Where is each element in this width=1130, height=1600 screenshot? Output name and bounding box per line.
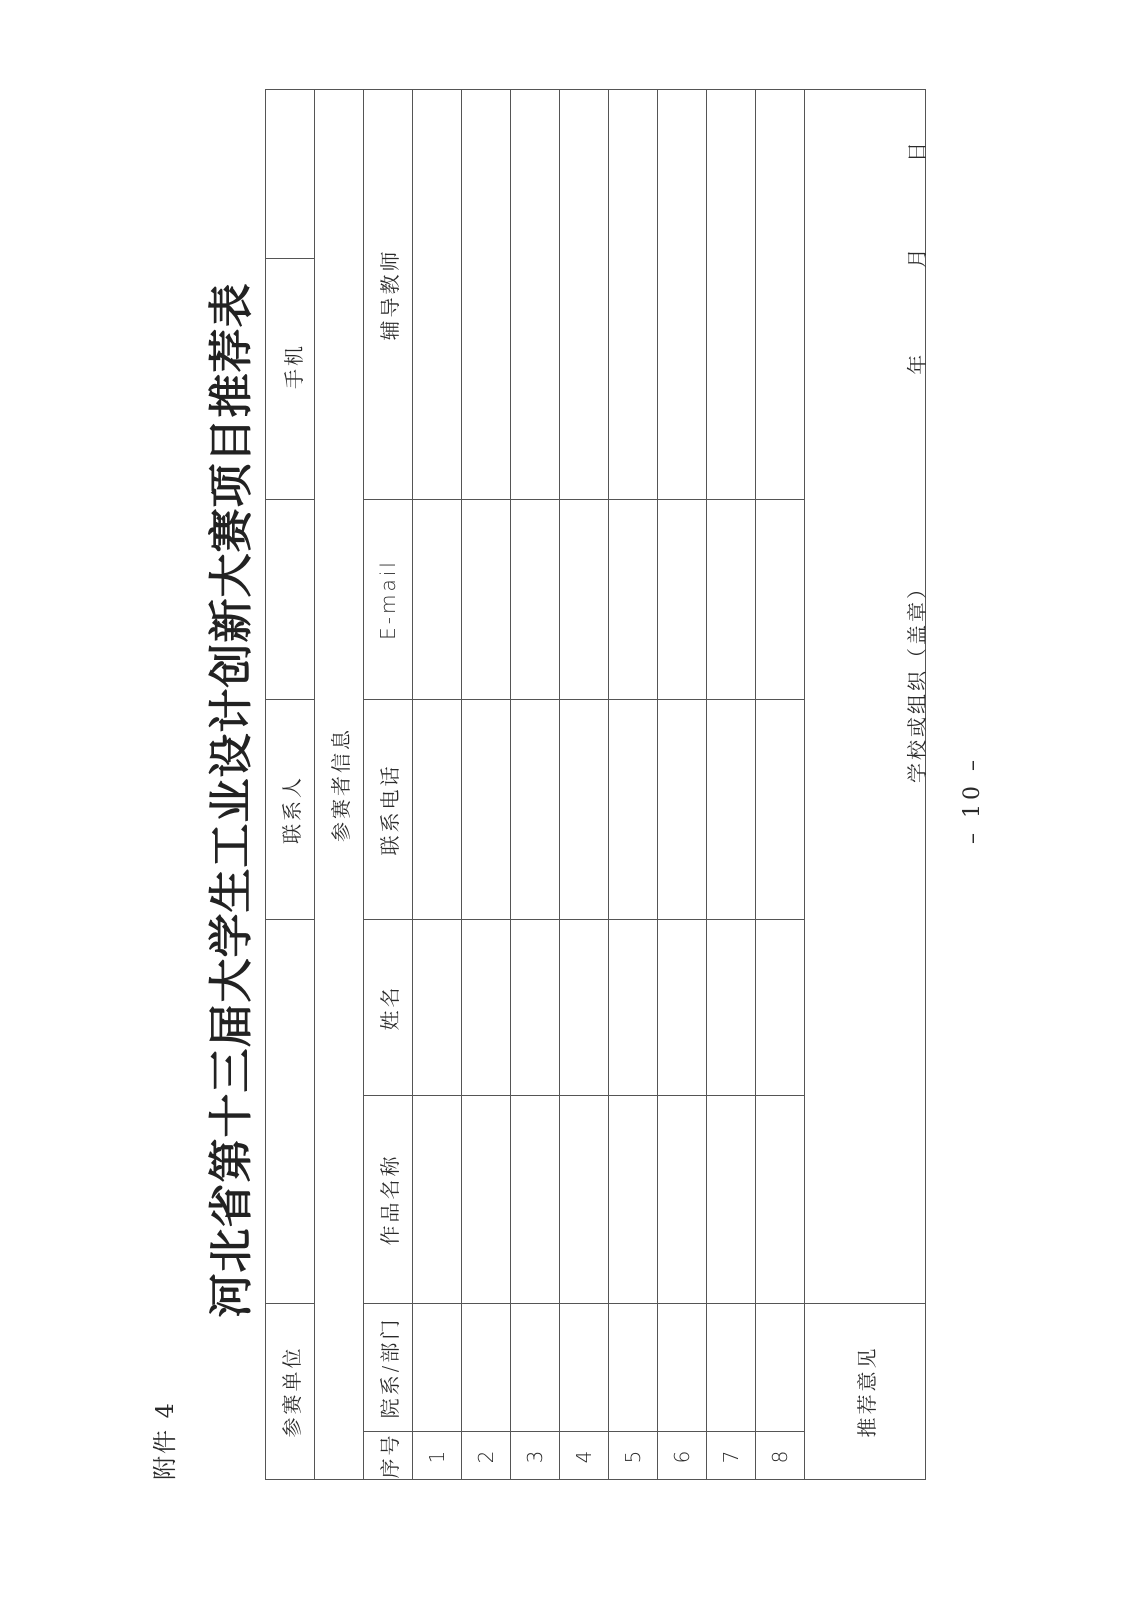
row-number: 1 <box>413 1432 462 1480</box>
cell-advisor[interactable] <box>658 90 707 500</box>
recommendation-label: 推荐意见 <box>854 1345 879 1438</box>
page-title: 河北省第十三届大学生工业设计创新大赛项目推荐表 <box>206 282 257 1318</box>
col-header-department: 院系/部门 <box>364 1304 413 1432</box>
table-row <box>658 90 707 1480</box>
recommendation-form-table <box>265 89 929 1480</box>
cell-email[interactable] <box>511 500 560 700</box>
cell-phone[interactable] <box>413 700 462 920</box>
table-row <box>413 90 462 1480</box>
cell-phone[interactable] <box>609 700 658 920</box>
cell-department[interactable] <box>462 1304 511 1432</box>
cell-phone[interactable] <box>462 700 511 920</box>
col-header-work-name: 作品名称 <box>364 1096 413 1304</box>
row-number: 6 <box>658 1432 707 1480</box>
date-label: 年 月 日 <box>905 102 929 375</box>
cell-work-name[interactable] <box>756 1096 805 1304</box>
cell-phone[interactable] <box>560 700 609 920</box>
cell-name[interactable] <box>462 920 511 1096</box>
cell-name[interactable] <box>609 920 658 1096</box>
mobile-cell[interactable] <box>266 90 315 500</box>
cell-department[interactable] <box>707 1304 756 1432</box>
cell-work-name[interactable] <box>462 1096 511 1304</box>
table-row <box>511 90 560 1480</box>
cell-phone[interactable] <box>707 700 756 920</box>
cell-advisor[interactable] <box>462 90 511 500</box>
table-row <box>756 90 805 1480</box>
cell-advisor[interactable] <box>707 90 756 500</box>
cell-phone[interactable] <box>658 700 707 920</box>
recommendation-label-cell <box>805 1304 926 1480</box>
cell-advisor[interactable] <box>609 90 658 500</box>
row-number: 3 <box>511 1432 560 1480</box>
attachment-label: 附件 4 <box>151 1401 179 1480</box>
contact-person-value-cell[interactable] <box>266 500 315 700</box>
col-header-email: E-mail <box>364 500 413 700</box>
cell-name[interactable] <box>658 920 707 1096</box>
row-number: 4 <box>560 1432 609 1480</box>
cell-name[interactable] <box>511 920 560 1096</box>
cell-email[interactable] <box>707 500 756 700</box>
table-row <box>462 90 511 1480</box>
cell-phone[interactable] <box>511 700 560 920</box>
mobile-divider <box>266 258 314 259</box>
cell-email[interactable] <box>609 500 658 700</box>
row-number: 8 <box>756 1432 805 1480</box>
cell-work-name[interactable] <box>413 1096 462 1304</box>
cell-advisor[interactable] <box>560 90 609 500</box>
recommendation-content-cell[interactable] <box>805 90 929 1304</box>
column-header-row <box>364 90 413 1480</box>
unit-label-cell: 参赛单位 <box>266 1304 315 1480</box>
unit-value-cell[interactable] <box>266 920 315 1304</box>
row-number: 7 <box>707 1432 756 1480</box>
participant-info-row <box>315 90 364 1480</box>
table-row <box>707 90 756 1480</box>
cell-work-name[interactable] <box>609 1096 658 1304</box>
org-stamp-label: 学校或组织（盖章） <box>905 576 929 783</box>
cell-department[interactable] <box>560 1304 609 1432</box>
contact-person-label-cell: 联系人 <box>266 700 315 920</box>
recommendation-row <box>805 90 926 1480</box>
cell-advisor[interactable] <box>756 90 805 500</box>
cell-work-name[interactable] <box>511 1096 560 1304</box>
page-number: – 10 – <box>960 756 985 844</box>
cell-email[interactable] <box>658 500 707 700</box>
cell-name[interactable] <box>756 920 805 1096</box>
cell-department[interactable] <box>413 1304 462 1432</box>
cell-department[interactable] <box>609 1304 658 1432</box>
cell-advisor[interactable] <box>511 90 560 500</box>
row-number: 5 <box>609 1432 658 1480</box>
cell-name[interactable] <box>707 920 756 1096</box>
cell-name[interactable] <box>413 920 462 1096</box>
cell-advisor[interactable] <box>413 90 462 500</box>
table-row <box>609 90 658 1480</box>
cell-work-name[interactable] <box>658 1096 707 1304</box>
cell-phone[interactable] <box>756 700 805 920</box>
col-header-name: 姓名 <box>364 920 413 1096</box>
cell-email[interactable] <box>560 500 609 700</box>
cell-department[interactable] <box>658 1304 707 1432</box>
row-number: 2 <box>462 1432 511 1480</box>
col-header-phone: 联系电话 <box>364 700 413 920</box>
cell-work-name[interactable] <box>560 1096 609 1304</box>
col-header-advisor: 辅导教师 <box>364 90 413 500</box>
unit-row <box>266 90 315 1480</box>
cell-email[interactable] <box>756 500 805 700</box>
col-header-index: 序号 <box>364 1432 413 1480</box>
cell-email[interactable] <box>413 500 462 700</box>
cell-name[interactable] <box>560 920 609 1096</box>
cell-email[interactable] <box>462 500 511 700</box>
mobile-label: 手机 <box>282 343 306 389</box>
participant-info-label-cell: 参赛者信息 <box>315 90 364 1480</box>
cell-department[interactable] <box>511 1304 560 1432</box>
cell-department[interactable] <box>756 1304 805 1432</box>
cell-work-name[interactable] <box>707 1096 756 1304</box>
table-row <box>560 90 609 1480</box>
